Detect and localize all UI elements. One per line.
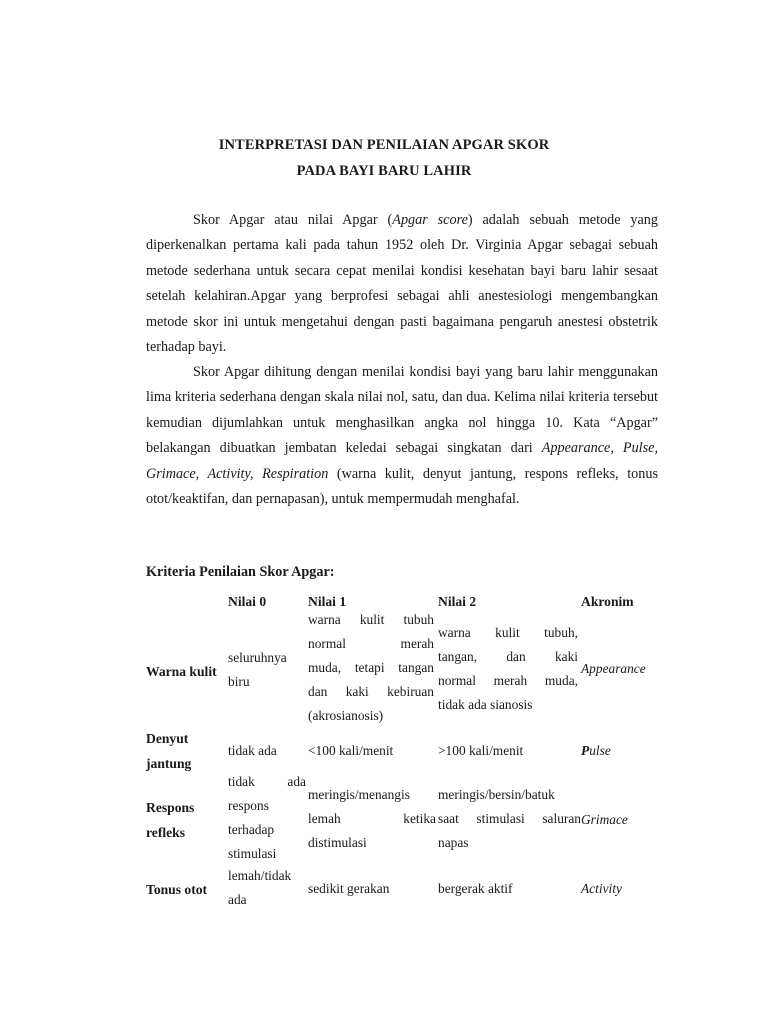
warna-akronim: Appearance xyxy=(581,661,646,676)
tonus-nilai-0: lemah/tidak ada xyxy=(228,868,292,907)
denyut-nilai-0: tidak ada xyxy=(228,743,277,758)
warna-nilai-1: warna kulit tubuh normal merah muda, tetapi tangan dan kaki kebiruan (akrosianosis) xyxy=(308,612,434,723)
title-line-2: PADA BAYI BARU LAHIR xyxy=(296,163,472,179)
header-akronim: Akronim xyxy=(581,594,634,609)
tonus-nilai-1: sedikit gerakan xyxy=(308,881,390,896)
row-label-warna-kulit: Warna kulit xyxy=(146,664,217,679)
warna-nilai-0: seluruhnya biru xyxy=(228,650,287,689)
paragraph-1: Skor Apgar atau nilai Apgar (Apgar score) adalah sebuah metode yang diperkenalkan pertama kali pada tahun 1952 oleh Dr. Virginia Apgar sebagai sebuah metode sederhana untuk secara cepat menilai kondisi kesehatan bayi baru lahir sesaat setelah kelahiran.Apgar yang berprofesi sebagai ahli anestesiologi mengembangkan metode skor ini untuk mengetahui dengan pasti bagaimana pengaruh anestesi obstetrik terhadap bayi. xyxy=(146,212,658,356)
paragraph-2: Skor Apgar dihitung dengan menilai kondisi bayi yang baru lahir menggunakan lima kriteria sederhana dengan skala nilai nol, satu, dan dua. Kelima nilai kriteria tersebut kemudian dijumlahkan untuk menghasilkan angka nol hingga 10. Kata “Apgar” belakangan dibuatkan jembatan keledai sebagai singkatan dari Appearance, Pulse, Grimace, Activity, Respiration (warna kulit, denyut jantung, respons refleks, tonus otot/keaktifan, dan pernapasan), untuk mempermudah menghafal. xyxy=(146,364,658,508)
warna-nilai-2: warna kulit tubuh, tangan, dan kaki normal merah muda, tidak ada sianosis xyxy=(438,625,578,712)
tonus-akronim: Activity xyxy=(581,881,622,896)
row-label-respons-refleks: Respons refleks xyxy=(146,800,195,840)
respons-nilai-2: meringis/bersin/batuk saat stimulasi saluran napas xyxy=(438,787,581,850)
row-label-denyut-jantung: Denyut jantung xyxy=(146,731,192,771)
respons-nilai-0: tidak ada respons terhadap stimulasi xyxy=(228,774,306,861)
denyut-nilai-1: <100 kali/menit xyxy=(308,743,394,758)
respons-nilai-1: meringis/menangis lemah ketika distimulasi xyxy=(308,787,436,850)
tonus-nilai-2: bergerak aktif xyxy=(438,881,513,896)
denyut-nilai-2: >100 kali/menit xyxy=(438,743,524,758)
header-nilai-2: Nilai 2 xyxy=(438,594,477,609)
criteria-heading: Kriteria Penilaian Skor Apgar: xyxy=(146,564,335,580)
header-nilai-0: Nilai 0 xyxy=(228,594,267,609)
denyut-akronim: Pulse xyxy=(581,743,611,758)
respons-akronim: Grimace xyxy=(581,812,628,827)
row-label-tonus-otot: Tonus otot xyxy=(146,882,208,897)
header-nilai-1: Nilai 1 xyxy=(308,594,347,609)
title-line-1: INTERPRETASI DAN PENILAIAN APGAR SKOR xyxy=(218,137,550,153)
